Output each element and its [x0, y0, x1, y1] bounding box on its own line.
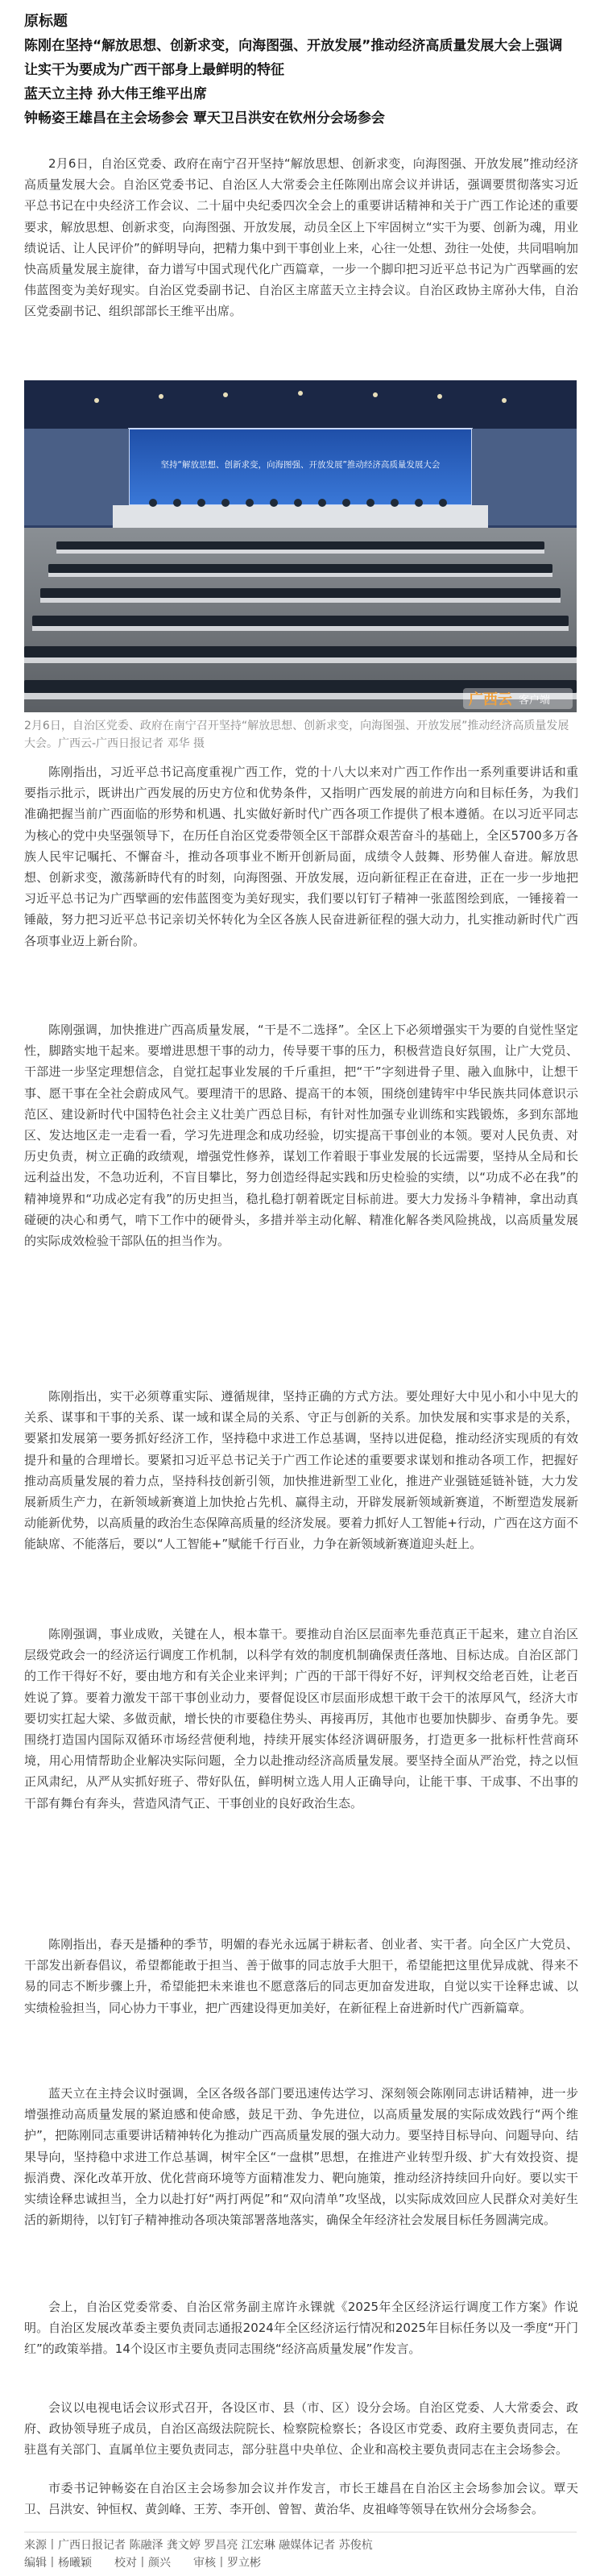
paragraph-5: 陈刚强调，事业成败，关键在人，根本靠干。要推动自治区层面率先垂范真正干起来，建立自治区层级党政会一的经济运行调度工作机制，以科学有效的制度机制确保责任落地、目标达成。自治区部门的工作干得好不好，要由地方和有关企业来评判；广西的干部干得好不好，评判权交给老百姓，让老百姓说了算。要着力激发干部干事创业动力，要督促设区市层面形成想干敢干会干的浓厚风气，经济大市要切实扛起大梁、多做贡献，增长快的市要稳住势头、再接再厉，其他市也要加快脚步、奋勇争先。要围绕打造国内国际双循环市场经营便利地，持续开展实体经济调研服务，打造更多一批标杆性营商环境，用心用情帮助企业解决实际问题，全力以赴推动经济高质量发展。要坚持全面从严治党，持之以恒正风肃纪，从严从实抓好班子、带好队伍，鲜明树立选人用人正确导向，让能干事、干成事、不出事的干部有舞台有奔头，营造风清气正、干事创业的良好政治生态。	[24, 1627, 578, 1811]
photo-watermark	[463, 688, 573, 709]
paragraph-7: 蓝天立在主持会议时强调，全区各级各部门要迅速传达学习、深刻领会陈刚同志讲话精神，进一步增强推动高质量发展的紧迫感和使命感，鼓足干劲、争先进位，以高质量发展的实际成效践行“两个维护”，把陈刚同志重要讲话精神转化为推动广西高质量发展的强大动力。要坚持目标导向、问题导向、结果导向，坚持稳中求进工作总基调，树牢全区“一盘棋”思想，在推进产业转型升级、扩大有效投资、提振消费、深化改革开放、优化营商环境等方面精准发力、靶向施策，推动经济持续回升向好。要以实干实绩诠释忠诚担当，全力以赴打好“两打两促”和“双向清单”攻坚战，以实际成效回应人民群众对美好生活的新期待，以钉钉子精神推动各项决策部署落地落实，确保全年经济社会发展目标任务圆满完成。	[24, 2086, 578, 2228]
paragraph-2: 陈刚指出，习近平总书记高度重视广西工作，党的十八大以来对广西工作作出一系列重要讲话和重要指示批示，既讲出广西发展的历史方位和优势条件，又指明广西发展的前进方向和目标任务，为我们准确把握当前广西面临的形势和机遇、扎实做好新时代广西各项工作提供了根本遵循。在以习近平同志为核心的党中央坚强领导下，在历任自治区党委带领全区干部群众艰苦奋斗的基础上，全区5700多万各族人民牢记嘱托、不懈奋斗，推动各项事业不断开创新局面，成绩令人鼓舞、形势催人奋进。解放思想、创新求变，激荡新時代有的时刻，向海图强、开放发展，迈向新征程正在奋进，正在一步一步地把习近平总书记为广西擘画的宏伟蓝图变为美好现实，我们要以钉钉子精神一张蓝图绘到底，一锤接着一锤敲，努力把习近平总书记亲切关怀转化为全区各族人民奋进新征程的强大动力，扎实推动新时代广西各项事业迈上新台阶。	[24, 765, 578, 948]
paragraph-3: 陈刚强调，加快推进广西高质量发展，“干是不二选择”。全区上下必须增强实干为要的自觉性坚定性，脚踏实地干起来。要增进思想干事的动力，传导要干事的压力，积极营造良好氛围，让广大党员、干部进一步坚定理想信念，自觉扛起事业发展的千斤重担，把“干”字刻进骨子里、融入血脉中，让想干事、愿干事在全社会蔚成风气。要理清干的思路、提高干的本领，围绕创建铸牢中华民族共同体意识示范区、建设新时代中国特色社会主义壮美广西总目标，有针对性加强专业训练和实践锻炼，多到东部地区、发达地区走一走看一看，学习先进理念和成功经验，切实提高干事创业的本领。要对人民负责、对历史负责，树立正确的政绩观，增强党性修养，谋划工作着眼于事业发展的长远需要，坚持从全局和长远利益出发，不急功近利，不盲目攀比，努力创造经得起实践和历史检验的实绩，以“功成不必在我”的精神境界和“功成必定有我”的历史担当，稳扎稳打朝着既定目标前进。要大力发扬斗争精神，拿出动真碰硬的决心和勇气，啃下工作中的硬骨头，多措并举主动化解、精准化解各类风险挑战，以高质量发展的实际成效检验干部队伍的担当作为。	[24, 1023, 578, 1249]
paragraph-4: 陈刚指出，实干必须尊重实际、遵循规律，坚持正确的方式方法。要处理好大中见小和小中见大的关系、谋事和干事的关系、谋一域和谋全局的关系、守正与创新的关系。加快发展和实事求是的关系，要紧扣发展第一要务抓好经济工作，坚持稳中求进工作总基调，坚持以进促稳，推动经济实现质的有效提升和量的合理增长。要紧扣习近平总书记关于广西工作论述的重要要求谋划和推动各项工作，把握好推动高质量发展的着力点，坚持科技创新引领，加快推进新型工业化，推进产业强链延链补链，大力发展新质生产力，在新领域新赛道上加快抢占先机、赢得主动，开辟发展新领域新赛道，不断塑造发展新动能新优势，以高质量的政治生态保障高质量的经济发展。要着力抓好人工智能+行动，广西在这方面不能缺席、不能落后，要以“人工智能+”赋能千行百业，力争在新领域新赛道迎头赶上。	[24, 1389, 578, 1552]
paragraph-9: 会议以电视电话会议形式召开，各设区市、县（市、区）设分会场。自治区党委、人大常委会、政府、政协领导班子成员，自治区高级法院院长、检察院检察长；各设区市党委、政府主要负责同志，在驻邕有关部门、直属单位主要负责同志，部分驻邕中央单位、企业和高校主要负责同志在主会场参会。	[24, 2400, 578, 2458]
subheadline-2: 蓝天立主持 孙大伟王维平出席	[24, 86, 207, 102]
article-header	[24, 10, 580, 131]
main-headline: 陈刚在坚持“解放思想、创新求变，向海图强、开放发展”推动经济高质量发展大会上强调	[24, 38, 563, 54]
paragraph-8: 会上，自治区党委常委、自治区常务副主席许永锞就《2025年全区经济运行调度工作方案》作说明。自治区发展改革委主要负责同志通报2024年全区经济运行情况和2025年目标任务以及一季度“开门红”的政策举措。14个设区市主要负责同志围绕“经济高质量发展”作发言。	[24, 2300, 578, 2357]
subheadline-1: 让实干为要成为广西干部身上最鲜明的特征	[24, 62, 284, 78]
meeting-hall-illustration	[24, 380, 577, 712]
original-title-label: 原标题	[24, 13, 68, 30]
paragraph-intro: 2月6日，自治区党委、政府在南宁召开坚持“解放思想、创新求变，向海图强、开放发展”推动经济高质量发展大会。自治区党委书记、自治区人大常委会主任陈刚出席会议并讲话，强调要贯彻落实习近平总书记在中央经济工作会议、二十届中央纪委四次全会上的重要讲话精神和关于广西工作论述的重要要求，解放思想、创新求变，向海图强、开放发展，动员全区上下牢固树立“实干为要、创新为魂，用业绩说话、让人民评价”的鲜明导向，把精力集中到干事创业上来，心往一处想、劲往一处使，共同唱响加快高质量发展主旋律，奋力谱写中国式现代化广西篇章，一步一个脚印把习近平总书记为广西擘画的宏伟蓝图变为美好现实。自治区党委副书记、自治区主席蓝天立主持会议。自治区政协主席孙大伟，自治区党委副书记、组织部部长王维平出席。	[24, 156, 578, 319]
subheadline-3: 钟畅姿王雄昌在主会场参会 覃天卫吕洪安在钦州分会场参会	[24, 110, 385, 127]
meeting-photo	[24, 380, 577, 712]
watermark-brand: 广西云	[469, 691, 512, 708]
paragraph-10: 市委书记钟畅姿在自治区主会场参加会议并作发言，市长王雄昌在自治区主会场参加会议。覃天卫、吕洪安、钟恒权、黄剑峰、王芳、李开创、曾智、黄治华、皮祖峰等领导在钦州分会场参会。	[24, 2481, 578, 2517]
credit-editor: 编辑丨杨曦颖	[24, 2557, 92, 2570]
credit-reviewer: 审核丨罗立彬	[193, 2557, 261, 2570]
stage-banner: 坚持“解放思想、创新求变，向海图强、开放发展”推动经济高质量发展大会	[160, 460, 441, 470]
photo-caption: 2月6日，自治区党委、政府在南宁召开坚持“解放思想、创新求变，向海图强、开放发展”推动经济高质量发展大会。广西云-广西日报记者 邓华 摄	[24, 720, 569, 750]
credit-proofreader: 校对丨颜兴	[114, 2557, 171, 2570]
watermark-tag: 客户端	[519, 695, 551, 707]
paragraph-6: 陈刚指出，春天是播种的季节，明媚的春光永远属于耕耘者、创业者、实干者。向全区广大党员、干部发出新春倡议，希望都能敢于担当、善于做事的同志放手大胆干，希望能把这里优异成就、得来不易的同志不断步骤上升，希望能把未来谁也不愿意落后的同志更加奋发进取，自觉以实干诠释忠诚、以实绩检验担当，同心协力干事业，把广西建设得更加美好，在新征程上奋进新时代广西新篇章。	[24, 1937, 578, 2015]
article-staff	[24, 2553, 578, 2574]
credit-source: 来源丨广西日报记者 陈融泽 龚文婷 罗昌亮 江宏琳 融媒体记者 苏俊杭	[24, 2539, 373, 2552]
